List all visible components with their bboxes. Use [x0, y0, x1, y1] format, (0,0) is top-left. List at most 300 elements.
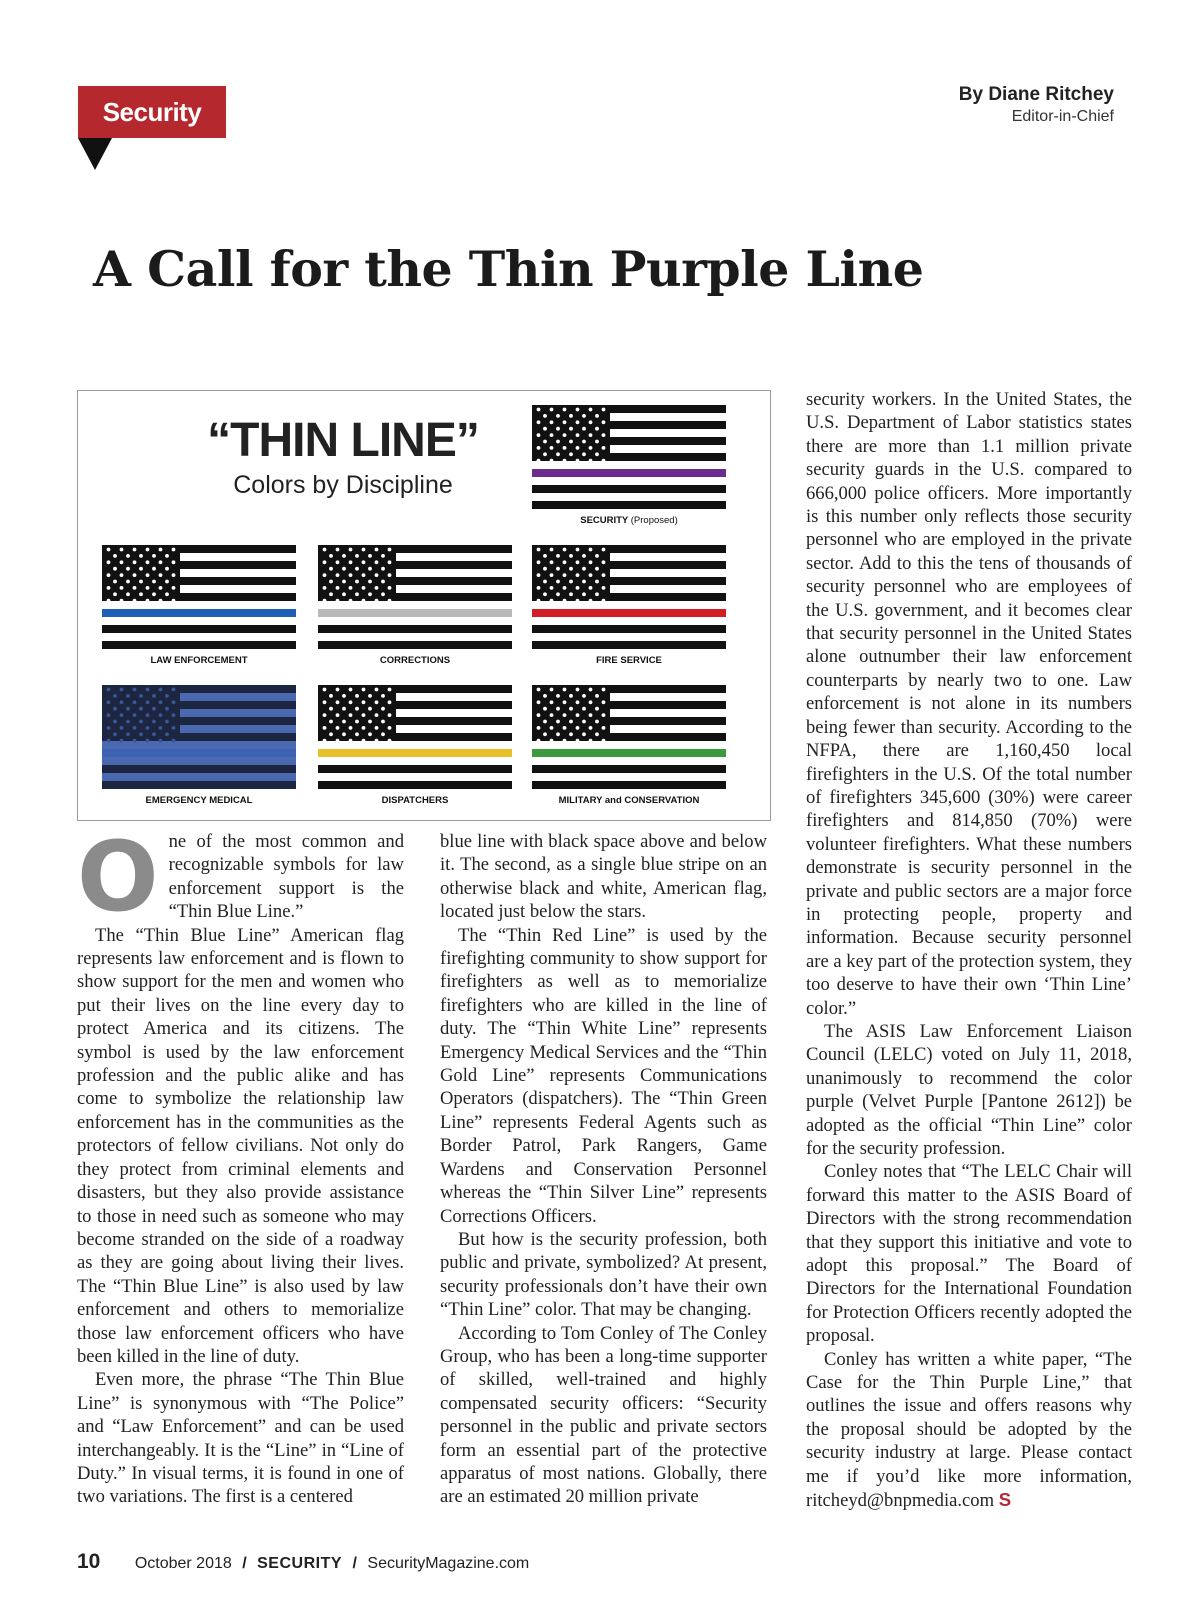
- thin-line-figure: [77, 390, 771, 821]
- flag-star: [113, 580, 117, 584]
- flag-star: [172, 739, 176, 743]
- flag-star: [543, 580, 547, 584]
- flag-star: [362, 548, 366, 552]
- flag-star: [362, 599, 366, 603]
- flag-star: [543, 427, 547, 431]
- flag-star: [576, 573, 580, 577]
- flag-star: [113, 720, 117, 724]
- flag-star: [342, 554, 346, 558]
- flag-star: [589, 420, 593, 424]
- flag-star: [355, 694, 359, 698]
- flag-star: [133, 700, 137, 704]
- flag-star: [146, 726, 150, 730]
- flag-star: [582, 694, 586, 698]
- flag-star: [589, 548, 593, 552]
- flag-star: [563, 446, 567, 450]
- flag-stripe: [102, 625, 296, 633]
- flag-star: [133, 726, 137, 730]
- flag-star: [152, 554, 156, 558]
- flag-star: [139, 707, 143, 711]
- flag-star: [388, 573, 392, 577]
- flag-star: [126, 694, 130, 698]
- flag-star: [543, 707, 547, 711]
- flag-star: [126, 732, 130, 736]
- flag-star: [368, 732, 372, 736]
- flag-star: [159, 700, 163, 704]
- flag-star: [543, 694, 547, 698]
- flag-star: [120, 688, 124, 692]
- flag-star: [329, 580, 333, 584]
- flag-star: [576, 726, 580, 730]
- article-paragraph: blue line with black space above and below it. The second, as a single blue stripe on an otherwise black and white, American flag, located just below the stars.: [440, 831, 767, 923]
- flag-star: [388, 726, 392, 730]
- flag-star: [159, 688, 163, 692]
- flag-star: [576, 586, 580, 590]
- flag-star: [368, 707, 372, 711]
- flag-star: [336, 560, 340, 564]
- flag-star: [159, 560, 163, 564]
- flag-star: [159, 573, 163, 577]
- flag-star: [602, 548, 606, 552]
- flag-star: [146, 599, 150, 603]
- flag-star: [336, 726, 340, 730]
- article-paragraph: Conley notes that “The LELC Chair will forward this matter to the ASIS Board of Directors with the strong recommendation that they support this initiative and vote to adopt this proposal.” The Board of Directors for the International Foundation for Protection Officers recently adopted the proposal.: [806, 1161, 1132, 1347]
- flag-star: [550, 599, 554, 603]
- flag-star: [602, 408, 606, 412]
- flag-star: [375, 739, 379, 743]
- flag-star: [172, 599, 176, 603]
- flag-corrections: [318, 545, 512, 666]
- flag-star: [563, 726, 567, 730]
- flag-star: [323, 739, 327, 743]
- flag-star: [159, 586, 163, 590]
- flag-star: [323, 586, 327, 590]
- flag-stripe: [532, 485, 726, 493]
- flag-star: [589, 560, 593, 564]
- flag-star: [537, 739, 541, 743]
- flag-star: [388, 560, 392, 564]
- flag-star: [107, 548, 111, 552]
- flag-star: [550, 700, 554, 704]
- flag-star: [589, 688, 593, 692]
- flag-stripe: [532, 641, 726, 649]
- flag-star: [323, 599, 327, 603]
- flag-star: [550, 446, 554, 450]
- flag-star: [537, 548, 541, 552]
- flag-star: [362, 688, 366, 692]
- flag-star: [342, 592, 346, 596]
- flag-star: [563, 548, 567, 552]
- flag-star: [602, 560, 606, 564]
- flag-star: [595, 554, 599, 558]
- flag-star: [595, 427, 599, 431]
- flag-star: [550, 586, 554, 590]
- flag-star: [368, 554, 372, 558]
- flag-star: [537, 688, 541, 692]
- flag-star: [582, 707, 586, 711]
- flag-star: [120, 548, 124, 552]
- flag-star: [563, 408, 567, 412]
- paragraph-text: ne of the most common and recognizable symbols for law enforcement support is the “Thin Blue Line.”: [168, 831, 404, 923]
- end-mark-icon: S: [998, 1489, 1012, 1511]
- flag-star: [323, 700, 327, 704]
- flag-star: [146, 688, 150, 692]
- flag-star: [537, 599, 541, 603]
- flag-star: [550, 420, 554, 424]
- footer-separator: /: [242, 1555, 247, 1572]
- flag-star: [582, 732, 586, 736]
- flag-star: [113, 707, 117, 711]
- flag-label-text: SECURITY: [580, 515, 629, 526]
- flag-star: [589, 599, 593, 603]
- flag-star: [336, 586, 340, 590]
- flag-star: [537, 408, 541, 412]
- flag-star: [388, 688, 392, 692]
- flag-star: [569, 554, 573, 558]
- flag-star: [152, 580, 156, 584]
- flag-star: [107, 573, 111, 577]
- flag-star: [355, 592, 359, 596]
- flag-star: [589, 433, 593, 437]
- byline: [959, 84, 1114, 126]
- flag-star: [336, 573, 340, 577]
- flag-star: [133, 713, 137, 717]
- flag-star: [375, 548, 379, 552]
- flag-star: [368, 567, 372, 571]
- flag-star: [381, 592, 385, 596]
- flag-star: [355, 580, 359, 584]
- flag-star: [589, 446, 593, 450]
- flag-star: [550, 739, 554, 743]
- flag-star: [589, 573, 593, 577]
- article-paragraph: [77, 821, 404, 933]
- flag-star: [368, 592, 372, 596]
- flag-star: [576, 700, 580, 704]
- flag-star: [543, 720, 547, 724]
- footer-separator: /: [352, 1555, 357, 1572]
- flag-star: [323, 713, 327, 717]
- flag-star: [602, 700, 606, 704]
- flag-star: [556, 452, 560, 456]
- flag-star: [172, 688, 176, 692]
- flag-star: [323, 560, 327, 564]
- section-tag-label: Security Talk: [102, 97, 202, 179]
- flag-star: [589, 726, 593, 730]
- flag-star: [139, 694, 143, 698]
- flag-star: [133, 573, 137, 577]
- flag-star: [388, 586, 392, 590]
- flag-star: [336, 688, 340, 692]
- flag-star: [576, 446, 580, 450]
- flag-star: [595, 580, 599, 584]
- flag-star: [582, 720, 586, 724]
- flag-star: [375, 700, 379, 704]
- flag-star: [107, 700, 111, 704]
- flag-star: [537, 726, 541, 730]
- flag-stripe: [318, 765, 512, 773]
- flag-star: [543, 732, 547, 736]
- flag-star: [576, 560, 580, 564]
- flag-star: [576, 713, 580, 717]
- flag-stripe: [102, 765, 296, 773]
- flag-star: [139, 720, 143, 724]
- flag-star: [543, 554, 547, 558]
- flag-star: [355, 567, 359, 571]
- flag-star: [107, 713, 111, 717]
- flag-star: [589, 459, 593, 463]
- flag-star: [569, 580, 573, 584]
- flag-star: [329, 567, 333, 571]
- flag-star: [556, 592, 560, 596]
- flag-star: [550, 713, 554, 717]
- flag-star: [349, 726, 353, 730]
- flag-star: [323, 573, 327, 577]
- flag-star: [576, 459, 580, 463]
- flag-star: [375, 560, 379, 564]
- flag-star: [602, 739, 606, 743]
- flag-star: [556, 580, 560, 584]
- flag-star: [113, 567, 117, 571]
- flag-star: [368, 694, 372, 698]
- flag-star: [375, 713, 379, 717]
- flag-star: [349, 700, 353, 704]
- flag-star: [602, 599, 606, 603]
- flag-star: [550, 688, 554, 692]
- flag-star: [543, 414, 547, 418]
- flag-star: [139, 592, 143, 596]
- flag-dispatchers-image: [318, 685, 512, 789]
- flag-star: [550, 408, 554, 412]
- flag-star: [556, 427, 560, 431]
- flag-star: [563, 713, 567, 717]
- flag-star: [595, 567, 599, 571]
- flag-star: [595, 707, 599, 711]
- flag-star: [120, 573, 124, 577]
- flag-star: [139, 554, 143, 558]
- flag-star: [120, 586, 124, 590]
- flag-star: [589, 700, 593, 704]
- flag-star: [388, 713, 392, 717]
- flag-star: [602, 713, 606, 717]
- flag-star: [576, 739, 580, 743]
- flag-star: [576, 408, 580, 412]
- flag-star: [388, 700, 392, 704]
- flag-star: [126, 707, 130, 711]
- flag-star: [349, 688, 353, 692]
- flag-star: [556, 567, 560, 571]
- flag-star: [165, 580, 169, 584]
- flag-star: [543, 592, 547, 596]
- byline-role: Editor-in-Chief: [1011, 108, 1114, 125]
- flag-security: [532, 405, 726, 526]
- flag-star: [152, 567, 156, 571]
- flag-star: [349, 548, 353, 552]
- flag-star: [537, 560, 541, 564]
- flag-star: [582, 440, 586, 444]
- flag-star: [146, 586, 150, 590]
- flag-star: [159, 548, 163, 552]
- flag-star: [375, 573, 379, 577]
- flag-star: [342, 567, 346, 571]
- flag-star: [537, 713, 541, 717]
- flag-star: [329, 707, 333, 711]
- flag-star: [602, 446, 606, 450]
- flag-star: [349, 713, 353, 717]
- flag-star: [543, 567, 547, 571]
- flag-label: LAW ENFORCEMENT: [150, 655, 248, 666]
- flag-star: [381, 732, 385, 736]
- article-paragraph: The ASIS Law Enforcement Liaison Council (LELC) voted on July 11, 2018, unanimously to recommend the color purple (Velvet Purple [Pantone 2612]) be adopted as the official “Thin Line” color for the security profession.: [806, 1020, 1132, 1159]
- flag-star: [146, 713, 150, 717]
- flag-star: [362, 700, 366, 704]
- flag-star: [126, 567, 130, 571]
- flag-star: [146, 548, 150, 552]
- flag-star: [323, 726, 327, 730]
- flag-star: [381, 694, 385, 698]
- flag-star: [563, 573, 567, 577]
- flag-star: [329, 720, 333, 724]
- flag-star: [355, 707, 359, 711]
- flag-star: [107, 586, 111, 590]
- flag-star: [569, 732, 573, 736]
- flag-star: [569, 414, 573, 418]
- article-paragraph: security workers. In the United States, the U.S. Department of Labor statistics states there are more than 1.1 million private security guards in the U.S. compared to 666,000 police officers. More importantly is this number only reflects those security personnel who are employed in the private sector. Add to this the tens of thousands of security personnel who are employees of the U.S. government, and it becomes clear that security personnel in the United States alone outnumber their law enforcement counterparts by nearly two to one. Law enforcement is not alone in its numbers being fewer than security. According to the NFPA, there are 1,160,450 local firefighters in the U.S. Of the total number of firefighters 345,600 (30%) were career firefighters and 814,850 (70%) were volunteer firefighters. What these numbers demonstrate is security personnel in the private and public sectors are a major force in protecting people, property and information. Because security personnel are a key part of the protection system, they too deserve to have their own ‘Thin Line’ color.”: [806, 389, 1132, 1019]
- flag-star: [165, 720, 169, 724]
- flag-star: [107, 726, 111, 730]
- flag-star: [152, 732, 156, 736]
- flag-stripe: [102, 781, 296, 789]
- drop-cap: O: [77, 821, 159, 933]
- flag-star: [595, 720, 599, 724]
- article-paragraph: [806, 1348, 1132, 1513]
- flag-star: [165, 707, 169, 711]
- thin-line-stripe: [102, 609, 296, 617]
- flag-star: [355, 732, 359, 736]
- flag-star: [550, 726, 554, 730]
- article-paragraph: The “Thin Red Line” is used by the firefighting community to show support for firefighters as well as to memorialize firefighters who are killed in the line of duty. The “Thin White Line” represents Emergency Medical Services and the “Thin Gold Line” represents Communications Operators (dispatchers). The “Thin Green Line” represents Federal Agents such as Border Patrol, Park Rangers, Game Wardens and Conservation Personnel whereas the “Thin Silver Line” represents Corrections Officers.: [440, 924, 767, 1227]
- flag-star: [355, 720, 359, 724]
- flag-star: [563, 739, 567, 743]
- flag-star: [146, 560, 150, 564]
- flag-star: [569, 427, 573, 431]
- flag-star: [362, 573, 366, 577]
- flag-star: [381, 707, 385, 711]
- flag-star: [388, 739, 392, 743]
- flag-star: [342, 694, 346, 698]
- flag-star: [329, 554, 333, 558]
- flag-star: [569, 567, 573, 571]
- flag-star: [537, 573, 541, 577]
- flag-star: [550, 548, 554, 552]
- flag-star: [133, 599, 137, 603]
- flag-star: [362, 560, 366, 564]
- flag-star: [336, 548, 340, 552]
- flag-star: [113, 592, 117, 596]
- flag-star: [165, 567, 169, 571]
- flag-star: [107, 599, 111, 603]
- flag-star: [126, 720, 130, 724]
- flag-law-enforcement: [102, 545, 296, 666]
- thin-line-stripe: [102, 749, 296, 757]
- flag-fire-service-image: [532, 545, 726, 649]
- flag-star: [375, 586, 379, 590]
- flag-star: [595, 440, 599, 444]
- flag-star: [133, 560, 137, 564]
- flag-star: [355, 554, 359, 558]
- flag-star: [576, 599, 580, 603]
- flag-star: [569, 694, 573, 698]
- flag-star: [563, 560, 567, 564]
- flag-star: [133, 739, 137, 743]
- flag-star: [543, 452, 547, 456]
- section-tag: [78, 86, 226, 179]
- flag-star: [602, 420, 606, 424]
- flag-star: [159, 599, 163, 603]
- flag-stripe: [532, 501, 726, 509]
- flag-star: [146, 700, 150, 704]
- article-paragraph: Even more, the phrase “The Thin Blue Line” is synonymous with “The Police” and “Law Enforcement” and can be used interchangeably. It is the “Line” in “Line of Duty.” In visual terms, it is found in one of two variations. The first is a centered: [77, 1369, 404, 1508]
- flag-star: [349, 739, 353, 743]
- flag-star: [342, 707, 346, 711]
- flag-star: [582, 427, 586, 431]
- flag-star: [329, 592, 333, 596]
- flag-star: [576, 688, 580, 692]
- flag-star: [582, 567, 586, 571]
- flag-star: [375, 726, 379, 730]
- article-paragraph: The “Thin Blue Line” American flag represents law enforcement and is flown to show support for the men and women who put their lives on the line every day to protect America and its citizens. The symbol is used by the law enforcement profession and the public alike and has come to symbolize the relationship law enforcement has in the communities as the protectors of fellow civilians. Not only do they protect from criminal elements and disasters, but they also provide assistance to those in need such as someone who may become stranded on the side of a roadway as they are going about living their lives. The “Thin Blue Line” is also used by law enforcement and others to memorialize those law enforcement officers who have been killed in the line of duty.: [77, 924, 404, 1367]
- flag-star: [172, 726, 176, 730]
- flag-star: [349, 573, 353, 577]
- flag-star: [537, 420, 541, 424]
- flag-star: [107, 560, 111, 564]
- flag-star: [139, 567, 143, 571]
- flag-star: [537, 586, 541, 590]
- flag-star: [133, 548, 137, 552]
- article-paragraph: According to Tom Conley of The Conley Group, who has been a long-time supporter of skilled, well-trained and highly compensated security officers: “Security personnel in the public and private sectors form an essential part of the protective apparatus of most nations. Globally, there are an estimated 20 million private: [440, 1322, 767, 1508]
- page-title: A Call for the Thin Purple Line: [93, 240, 924, 298]
- flag-stripe: [532, 765, 726, 773]
- flag-star: [569, 440, 573, 444]
- flag-star: [107, 739, 111, 743]
- flag-star: [582, 554, 586, 558]
- flag-star: [349, 586, 353, 590]
- flag-security-image: [532, 405, 726, 509]
- flag-star: [368, 580, 372, 584]
- flag-star: [556, 720, 560, 724]
- flag-label: MILITARY and CONSERVATION: [558, 795, 700, 806]
- flag-star: [113, 732, 117, 736]
- flag-star: [165, 592, 169, 596]
- flag-star: [537, 459, 541, 463]
- flag-star: [582, 452, 586, 456]
- page-number: 10: [77, 1550, 101, 1573]
- flag-star: [113, 694, 117, 698]
- flag-stripe: [318, 625, 512, 633]
- figure-title: “THIN LINE”: [207, 414, 479, 467]
- flag-star: [172, 573, 176, 577]
- flag-star: [172, 586, 176, 590]
- flag-star: [550, 560, 554, 564]
- flag-star: [556, 732, 560, 736]
- flag-star: [139, 580, 143, 584]
- flag-stripe: [532, 781, 726, 789]
- flag-star: [388, 548, 392, 552]
- flag-stripe: [102, 641, 296, 649]
- flag-star: [537, 700, 541, 704]
- flag-star: [107, 688, 111, 692]
- flag-star: [576, 420, 580, 424]
- flag-star: [336, 599, 340, 603]
